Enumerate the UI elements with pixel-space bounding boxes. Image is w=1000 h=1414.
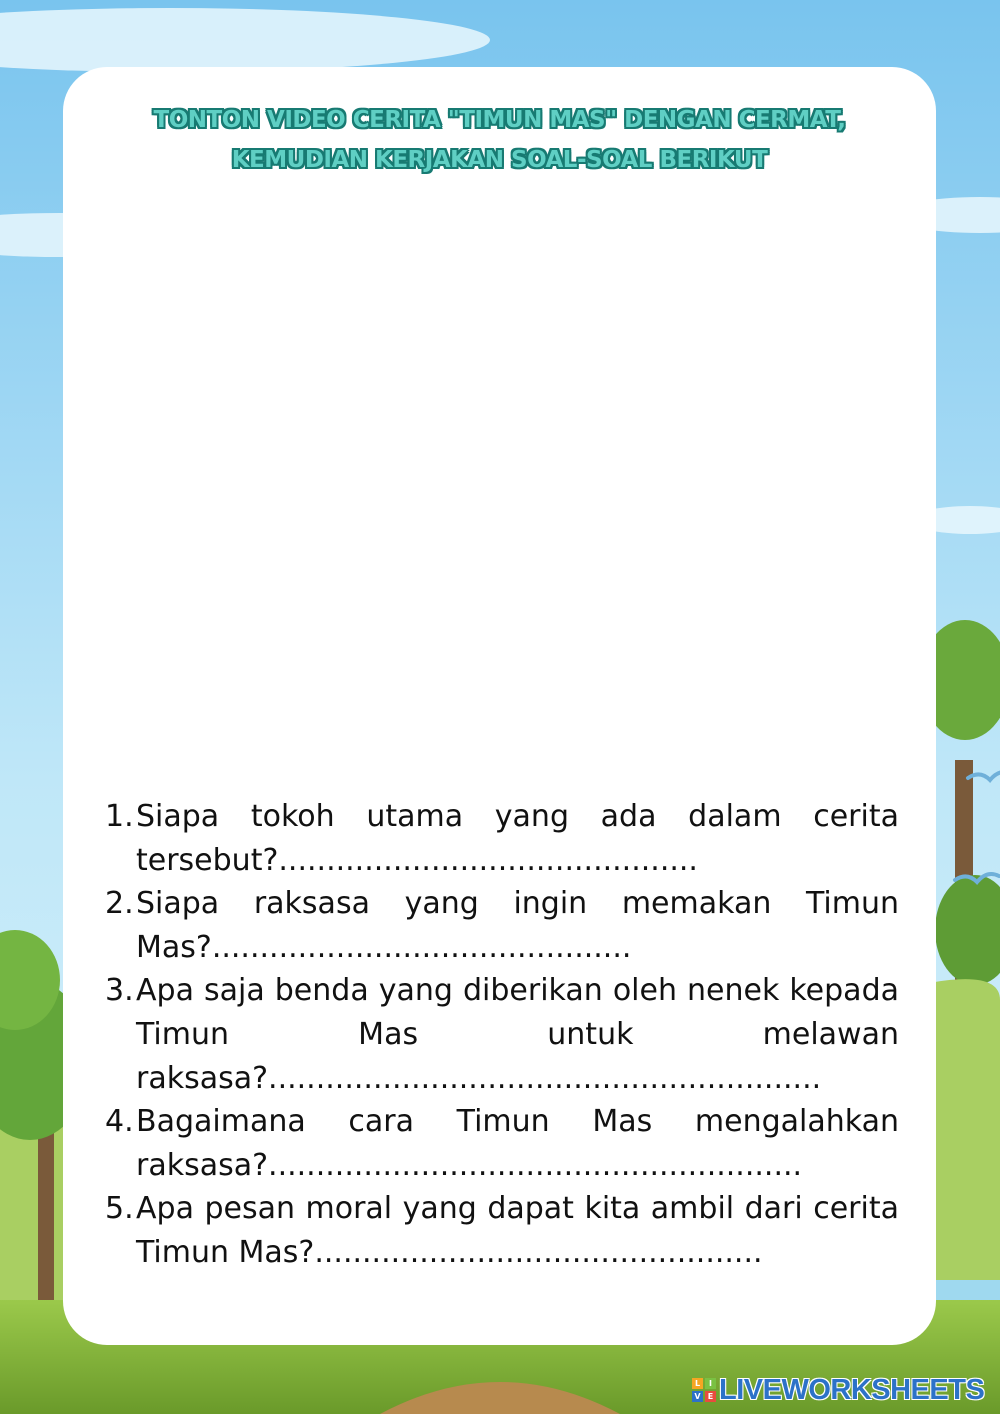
question-item [105,795,899,882]
question-item [105,969,899,1100]
heading-line-1: TONTON VIDEO CERITA "TIMUN MAS" DENGAN CERMAT, [153,107,846,133]
question-text: Apa pesan moral yang dapat kita ambil dari cerita Timun Mas?............................................... [136,1191,899,1270]
question-text: Bagaimana cara Timun Mas mengalahkan raksasa?........................................................ [136,1104,899,1183]
question-number: 2. [105,886,134,922]
liveworksheets-logo[interactable] [692,1373,984,1407]
logo-block-v: V [692,1391,703,1402]
question-item [105,1187,899,1274]
question-number: 1. [105,799,134,834]
question-text: Apa saja benda yang diberikan oleh nenek kepada Timun Mas untuk melawan raksasa?.......................................................... [136,973,899,1096]
worksheet-heading [63,100,936,180]
question-number: 4. [105,1104,134,1140]
question-item [105,882,899,969]
question-text: Siapa raksasa yang ingin memakan Timun Mas?............................................ [136,886,899,965]
logo-blocks-icon [692,1378,716,1402]
logo-block-i: I [705,1378,716,1389]
question-text: Siapa tokoh utama yang ada dalam cerita tersebut?............................................ [136,799,899,878]
question-number: 5. [105,1191,134,1227]
logo-block-l: L [692,1378,703,1389]
heading-line-2: KEMUDIAN KERJAKAN SOAL-SOAL BERIKUT [231,147,768,173]
logo-text: LIVEWORKSHEETS [719,1373,985,1406]
logo-block-e: E [705,1391,716,1402]
question-item [105,1100,899,1187]
question-list [105,795,899,1275]
question-number: 3. [105,973,134,1009]
